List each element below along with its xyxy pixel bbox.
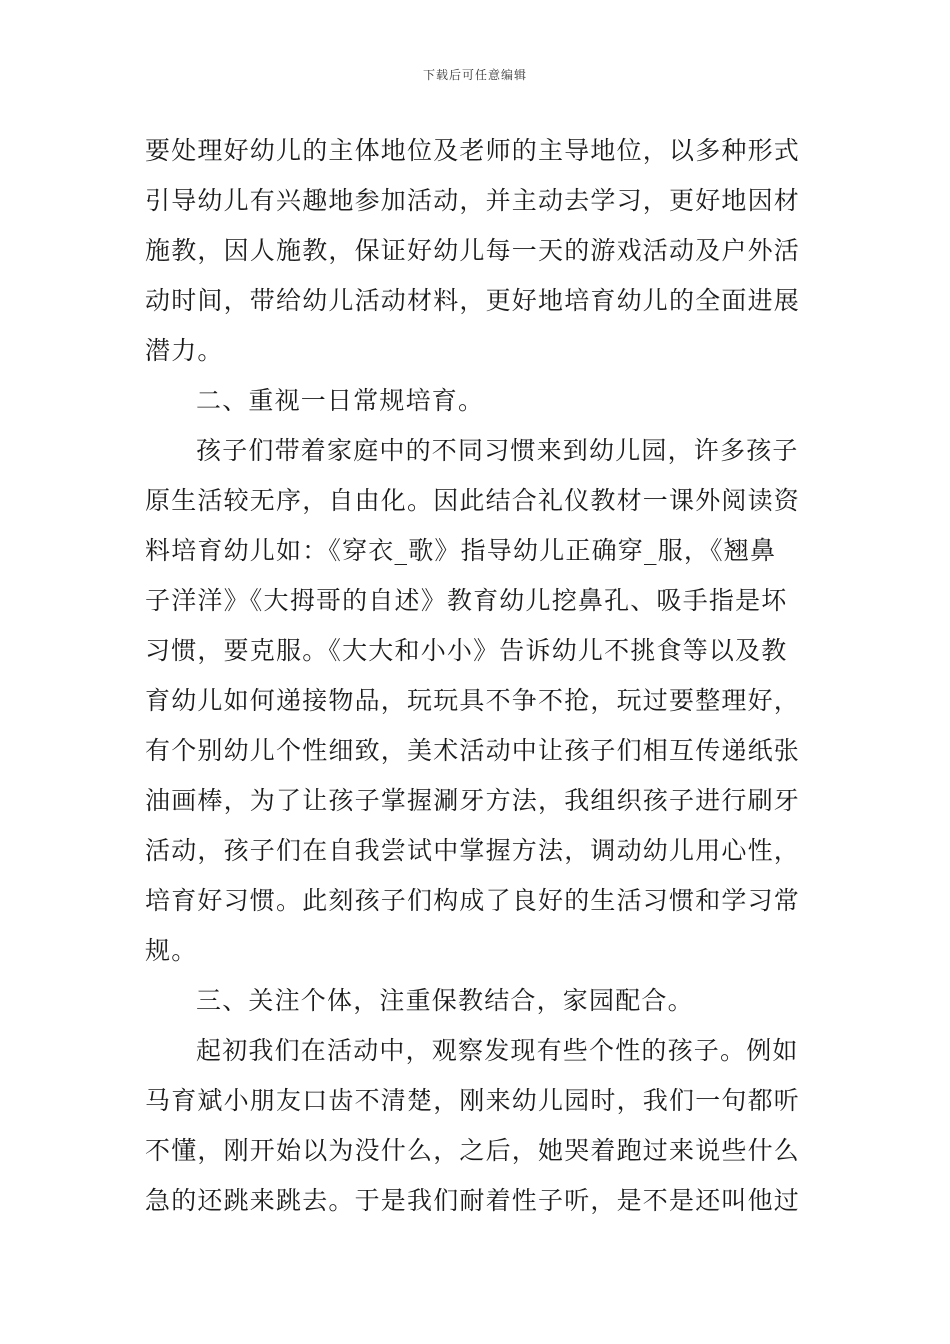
paragraph-start-line: 起初我们在活动中，观察发现有些个性的孩子。例如 — [196, 1036, 799, 1065]
section-heading: 三、关注个体，注重保教结合，家园配合。 — [196, 986, 694, 1015]
text-line: 马育斌小朋友口齿不清楚，刚来幼儿园时，我们一句都听 — [145, 1086, 801, 1115]
text-line: 习惯，要克服。《大大和小小》告诉幼儿不挑食等以及教 — [145, 636, 788, 665]
text-line: 料培育幼儿如：《穿衣_歌》指导幼儿正确穿_服，《翘鼻 — [145, 536, 777, 565]
text-line: 潜力。 — [145, 336, 224, 365]
text-line: 活动，孩子们在自我尝试中掌握方法，调动幼儿用心性， — [145, 836, 801, 865]
text-line: 不懂，刚开始以为没什么，之后，她哭着跑过来说些什么 — [145, 1136, 801, 1165]
text-line: 有个别幼儿个性细致，美术活动中让孩子们相互传递纸张 — [145, 736, 801, 765]
text-line: 规。 — [145, 936, 198, 965]
text-line: 施教，因人施教，保证好幼儿每一天的游戏活动及户外活 — [145, 236, 801, 265]
text-line: 动时间，带给幼儿活动材料，更好地培育幼儿的全面进展 — [145, 286, 801, 315]
text-line: 子洋洋》《大拇哥的自述》教育幼儿挖鼻孔、吸手指是坏 — [145, 586, 788, 615]
text-line: 原生活较无序，自由化。因此结合礼仪教材一课外阅读资 — [145, 486, 801, 515]
text-line: 培育好习惯。此刻孩子们构成了良好的生活习惯和学习常 — [145, 886, 801, 915]
text-line: 油画棒，为了让孩子掌握涮牙方法，我组织孩子进行刷牙 — [145, 786, 801, 815]
text-line: 急的还跳来跳去。于是我们耐着性子听，是不是还叫他过 — [145, 1186, 801, 1215]
text-line: 育幼儿如何递接物品，玩玩具不争不抢，玩过要整理好， — [145, 686, 801, 715]
document-body — [145, 126, 807, 1226]
text-line: 要处理好幼儿的主体地位及老师的主导地位，以多种形式 — [145, 136, 801, 165]
section-heading: 二、重视一日常规培育。 — [196, 386, 485, 415]
paragraph-start-line: 孩子们带着家庭中的不同习惯来到幼儿园，许多孩子 — [196, 436, 799, 465]
text-line: 引导幼儿有兴趣地参加活动，并主动去学习，更好地因材 — [145, 186, 801, 215]
page-header-note: 下载后可任意编辑 — [422, 68, 527, 82]
